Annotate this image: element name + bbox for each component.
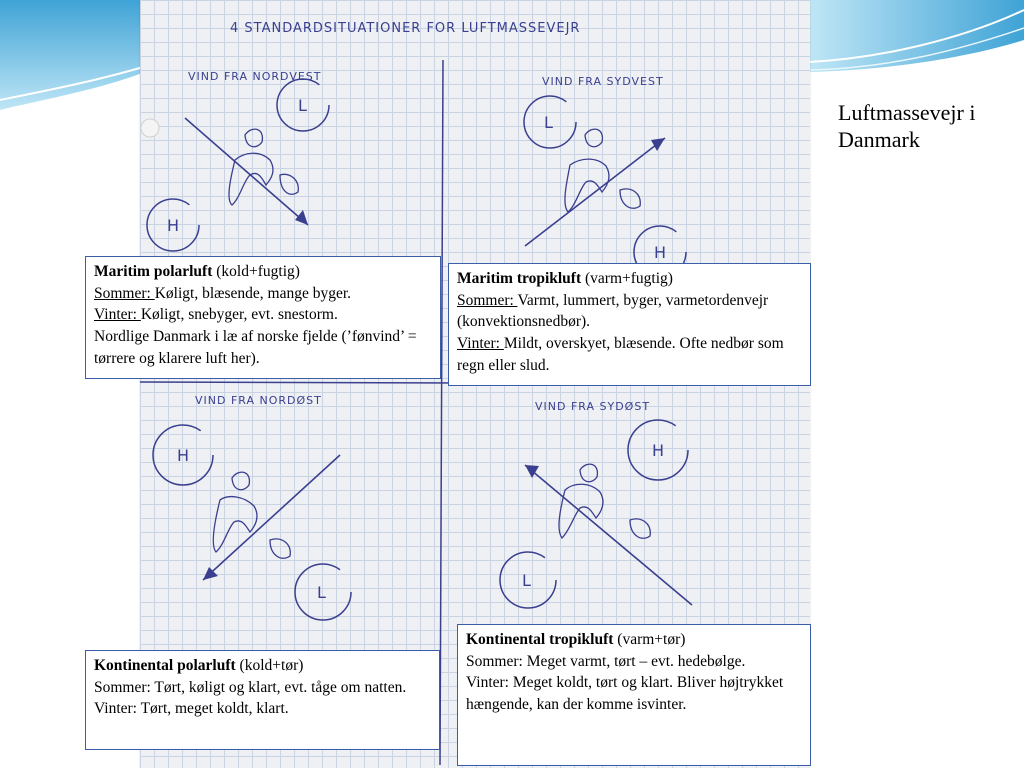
- slide-title: Luftmassevejr i Danmark: [838, 100, 976, 152]
- panel-label: VIND FRA SYDVEST: [542, 75, 664, 88]
- box-title: Kontinental polarluft: [94, 657, 236, 674]
- panel-sydost: [500, 400, 692, 608]
- kontinental-polarluft-box: [85, 650, 440, 750]
- svg-text:L: L: [317, 583, 327, 602]
- summer-label: Sommer:: [457, 291, 518, 309]
- panel-label: VIND FRA SYDØST: [535, 400, 651, 413]
- winter-text: Vinter: Tørt, meget koldt, klart.: [94, 700, 289, 718]
- winter-label: Vinter:: [457, 335, 504, 353]
- winter-text: Mildt, overskyet, blæsende. Ofte nedbør som regn eller slud.: [457, 335, 784, 374]
- punch-hole: [141, 119, 159, 137]
- box-title: Kontinental tropikluft: [466, 631, 614, 648]
- maritim-tropikluft-box: [448, 263, 811, 386]
- panel-label: VIND FRA NORDVEST: [188, 70, 322, 83]
- box-tag: (kold+fugtig): [212, 263, 300, 280]
- wind-arrow: [525, 138, 665, 246]
- summer-text: Sommer: Tørt, køligt og klart, evt. tåge om natten.: [94, 678, 407, 696]
- summer-text: Varmt, lummert, byger, varmetordenvejr (konvektionsnedbør).: [457, 291, 769, 331]
- summer-text: Sommer: Meget varmt, tørt – evt. hedebølge.: [466, 652, 746, 670]
- svg-text:H: H: [652, 441, 666, 460]
- divider-vertical: [440, 60, 443, 765]
- box-title: Maritim tropikluft: [457, 270, 582, 287]
- landmass-sketch: [213, 497, 257, 552]
- box-tag: (varm+tør): [613, 631, 686, 648]
- summer-text: Køligt, blæsende, mange byger.: [154, 284, 352, 302]
- wind-arrow: [525, 465, 692, 605]
- svg-text:L: L: [544, 113, 554, 132]
- svg-text:L: L: [298, 96, 308, 115]
- summer-label: Sommer:: [94, 284, 155, 302]
- note-text: Nordlige Danmark i læ af norske fjelde (’fønvind’ = tørrere og klarere luft her).: [94, 328, 417, 367]
- panel-nordost: [153, 394, 351, 620]
- box-title: Maritim polarluft: [94, 263, 213, 280]
- panel-sydvest: [524, 75, 686, 278]
- winter-label: Vinter:: [94, 306, 141, 324]
- wind-arrow: [203, 455, 340, 580]
- svg-text:H: H: [177, 446, 191, 465]
- box-tag: (kold+tør): [235, 657, 304, 674]
- swoosh-left: [0, 0, 150, 110]
- swoosh-right: [810, 0, 1024, 72]
- svg-text:H: H: [654, 243, 668, 262]
- kontinental-tropikluft-box: [457, 624, 811, 766]
- panel-nordvest: [147, 70, 329, 251]
- sketch-heading: 4 STANDARDSITUATIONER FOR LUFTMASSEVEJR: [230, 21, 581, 36]
- maritim-polarluft-box: [85, 256, 441, 379]
- panel-label: VIND FRA NORDØST: [195, 394, 322, 407]
- winter-text: Vinter: Meget koldt, tørt og klart. Bliver højtrykket hængende, kan der komme isvinter.: [466, 674, 784, 714]
- svg-text:H: H: [167, 216, 181, 235]
- winter-text: Køligt, snebyger, evt. snestorm.: [140, 306, 338, 324]
- box-tag: (varm+fugtig): [581, 270, 673, 287]
- svg-text:L: L: [522, 571, 532, 590]
